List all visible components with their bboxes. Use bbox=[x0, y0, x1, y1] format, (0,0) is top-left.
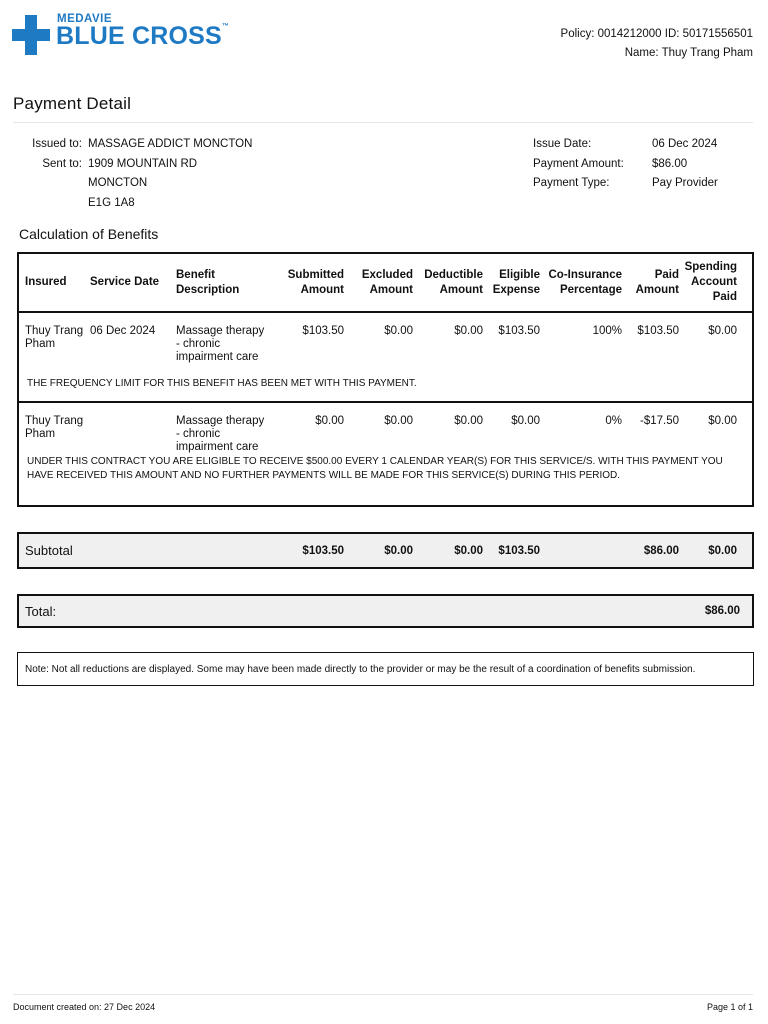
table-row bbox=[19, 313, 752, 403]
col-header-deductible: Deductible Amount bbox=[424, 268, 483, 296]
payment-type-value: Pay Provider bbox=[652, 177, 718, 189]
col-header-service-date: Service Date bbox=[90, 276, 160, 288]
cell-paid: $103.50 bbox=[637, 325, 679, 337]
cell-submitted: $103.50 bbox=[302, 325, 344, 337]
table-row bbox=[19, 403, 752, 505]
reductions-note: Note: Not all reductions are displayed. Some may have been made directly to the provider or may be the result of a coordination of benefits submission. bbox=[17, 652, 754, 686]
cell-eligible: $0.00 bbox=[511, 415, 540, 427]
cell-paid: -$17.50 bbox=[639, 415, 679, 427]
table-header bbox=[19, 254, 752, 313]
subtotal-excluded: $0.00 bbox=[384, 544, 413, 557]
issue-date-label: Issue Date: bbox=[533, 138, 592, 150]
row-note: UNDER THIS CONTRACT YOU ARE ELIGIBLE TO RECEIVE $500.00 EVERY 1 CALENDAR YEAR(S) FOR THIS SERVICE/S. WITH THIS PAYMENT YOU HAVE RECEIVED THIS AMOUNT AND NO FURTHER PAYMENTS WILL BE MADE FOR THIS SERVICE(S) DURING THIS PERIOD. bbox=[27, 456, 723, 481]
total-label: Total: bbox=[25, 603, 57, 619]
total-amount: $86.00 bbox=[704, 605, 740, 617]
col-header-paid: Paid Amount bbox=[635, 268, 679, 296]
logo-blue-cross-text: BLUE CROSS™ bbox=[56, 22, 230, 50]
payment-amount-value: $86.00 bbox=[652, 157, 688, 170]
payment-amount-label: Payment Amount: bbox=[533, 157, 624, 170]
policy-info bbox=[561, 25, 753, 63]
policy-line: Policy: 0014212000 ID: 50171556501 bbox=[560, 28, 753, 40]
subtotal-submitted: $103.50 bbox=[302, 544, 344, 557]
cell-benefit: Massage therapy - chronic impairment care bbox=[176, 325, 265, 363]
subtotal-row bbox=[17, 532, 754, 569]
col-header-benefit: Benefit Description bbox=[176, 268, 240, 296]
cell-service-date bbox=[84, 415, 170, 455]
issued-to-label: Issued to: bbox=[32, 138, 82, 150]
total-row bbox=[17, 594, 754, 628]
subtotal-label: Subtotal bbox=[25, 543, 73, 558]
logo-medavie-text: MEDAVIE bbox=[57, 13, 113, 25]
member-name: Name: Thuy Trang Pham bbox=[624, 47, 753, 59]
issued-to-value: MASSAGE ADDICT MONCTON bbox=[88, 138, 253, 150]
subtotal-spending: $0.00 bbox=[708, 544, 737, 557]
cell-coinsurance: 100% bbox=[592, 325, 622, 337]
row-note: THE FREQUENCY LIMIT FOR THIS BENEFIT HAS BEEN MET WITH THIS PAYMENT. bbox=[27, 378, 417, 389]
cell-spending: $0.00 bbox=[708, 325, 737, 337]
recipient-block bbox=[20, 135, 252, 213]
address-line-2: MONCTON bbox=[88, 177, 148, 189]
sent-to-label: Sent to: bbox=[42, 157, 82, 170]
subtotal-paid: $86.00 bbox=[643, 544, 679, 557]
cell-excluded: $0.00 bbox=[384, 325, 413, 337]
issue-date-value: 06 Dec 2024 bbox=[652, 138, 718, 150]
title-divider bbox=[13, 122, 753, 123]
address-line-1: 1909 MOUNTAIN RD bbox=[88, 157, 198, 170]
col-header-eligible: Eligible Expense bbox=[492, 268, 540, 296]
payment-info-block bbox=[533, 135, 718, 194]
col-header-submitted: Submitted Amount bbox=[287, 268, 344, 296]
benefits-table bbox=[17, 252, 754, 507]
subtotal-deductible: $0.00 bbox=[454, 544, 483, 557]
cell-eligible: $103.50 bbox=[498, 325, 540, 337]
cell-coinsurance: 0% bbox=[605, 415, 622, 427]
document-created-date: Document created on: 27 Dec 2024 bbox=[13, 1002, 156, 1012]
page-number: Page 1 of 1 bbox=[706, 1002, 753, 1012]
col-header-insured: Insured bbox=[25, 276, 67, 288]
cell-spending: $0.00 bbox=[708, 415, 737, 427]
cross-logo-icon bbox=[12, 15, 50, 55]
footer-divider bbox=[13, 994, 753, 995]
payment-type-label: Payment Type: bbox=[533, 177, 610, 189]
page-title: Payment Detail bbox=[13, 94, 132, 113]
cell-deductible: $0.00 bbox=[454, 325, 483, 337]
cell-submitted: $0.00 bbox=[315, 415, 344, 427]
cell-insured: Thuy Trang Pham bbox=[25, 325, 84, 350]
medavie-blue-cross-logo bbox=[12, 13, 264, 57]
cell-deductible: $0.00 bbox=[454, 415, 483, 427]
cell-insured: Thuy Trang Pham bbox=[25, 415, 84, 440]
col-header-excluded: Excluded Amount bbox=[361, 268, 413, 296]
cell-excluded: $0.00 bbox=[384, 415, 413, 427]
cell-service-date: 06 Dec 2024 bbox=[90, 325, 156, 337]
col-header-spending: Spending Account Paid bbox=[684, 261, 737, 303]
col-header-coinsurance: Co-Insurance Percentage bbox=[548, 268, 622, 296]
cell-benefit: Massage therapy - chronic impairment care bbox=[176, 415, 265, 453]
address-line-3: E1G 1A8 bbox=[88, 196, 135, 209]
calculation-title: Calculation of Benefits bbox=[19, 226, 159, 242]
subtotal-eligible: $103.50 bbox=[498, 544, 540, 557]
